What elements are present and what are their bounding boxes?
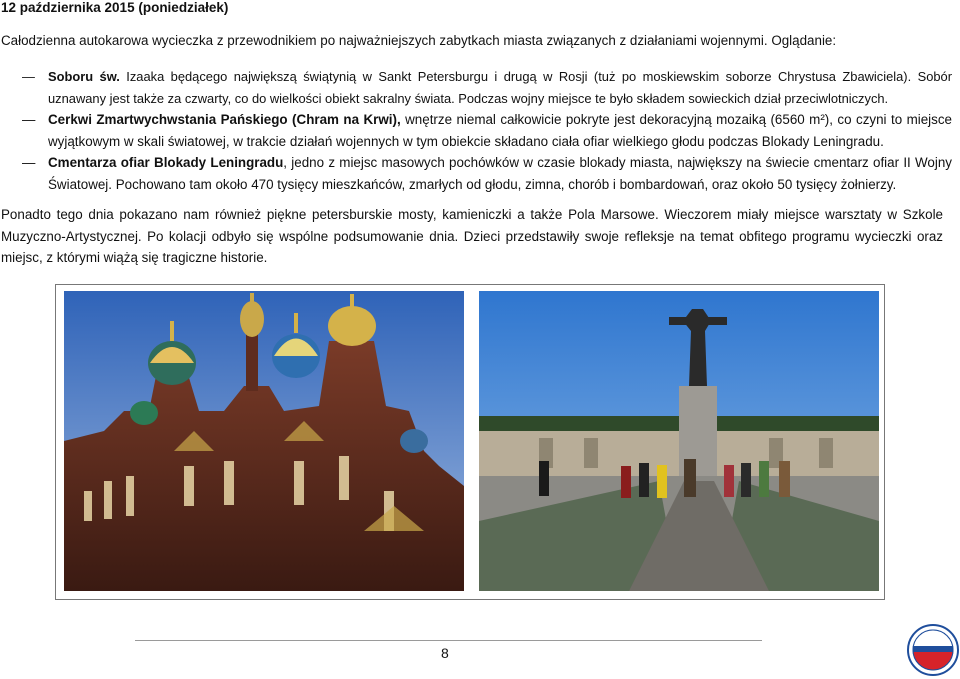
list-item-text: , jedno z miejsc masowych pochówków w czasie blokady miasta, największy na świecie cmentarz ofiar II Wojny Światowej. Pochowano tam około 470 tysięcy mieszkańców, zmarłych od głodu, zimna, chorób i bombardowań, oraz około 50 tysięcy żołnierzy.: [48, 155, 952, 192]
list-item-text: Izaaka będącego największą świątynią w Sankt Petersburgu i drugą w Rosji (tuż po moskiewskim soborze Chrystusa Zbawiciela). Sobór uznawany jest także za czwarty, co do wielkości obiekt sakralny świata. Podczas wojny miejsce te było składem sowieckich dział przeciwlotniczych.: [48, 69, 952, 106]
dash-marker: —: [22, 155, 36, 170]
day-heading: 12 października 2015 (poniedziałek): [1, 0, 229, 15]
list-item-title: Cerkwi Zmartwychwstania Pańskiego (Chram na Krwi),: [48, 112, 401, 127]
list-item-text: wnętrze niemal całkowicie pokryte jest dekoracyjną mozaiką (6560 m²), co czyni to miejsce wyjątkowym w skali światowej, w trakcie działań wojennych w tym obiekcie składano ciała ofiar wielkiego głodu podczas Blokady Leningradu.: [48, 112, 952, 149]
dash-marker: —: [22, 69, 35, 84]
footer-rule: [135, 640, 762, 641]
cemetery-photo: [479, 291, 879, 591]
list-item-spilled-blood: [0, 109, 952, 152]
page-number: 8: [441, 645, 449, 661]
list-item-title: Cmentarza ofiar Blokady Leningradu: [48, 155, 284, 170]
church-photo: [64, 291, 464, 591]
flag-badge-logo: [907, 624, 959, 676]
list-item-cemetery: [0, 152, 952, 195]
list-item-st-isaac: [0, 66, 952, 109]
dash-marker: —: [22, 112, 36, 127]
photo-frame: [55, 284, 885, 600]
closing-paragraph: Ponadto tego dnia pokazano nam również piękne petersburskie mosty, kamieniczki a także Pola Marsowe. Wieczorem miały miejsce warsztaty w Szkole Muzyczno-Artystycznej. Po kolacji odbyło się wspólne podsumowanie dnia. Dzieci przedstawiły swoje refleksje na temat obfitego programu wycieczki oraz miejsc, z którymi wiążą się tragiczne historie.: [1, 207, 943, 265]
intro-text: Całodzienna autokarowa wycieczka z przewodnikiem po najważniejszych zabytkach miasta związanych z działaniami wojennymi. Oglądanie:: [1, 33, 837, 48]
sights-list: [0, 66, 952, 195]
list-item-title: Soboru św.: [48, 69, 120, 84]
